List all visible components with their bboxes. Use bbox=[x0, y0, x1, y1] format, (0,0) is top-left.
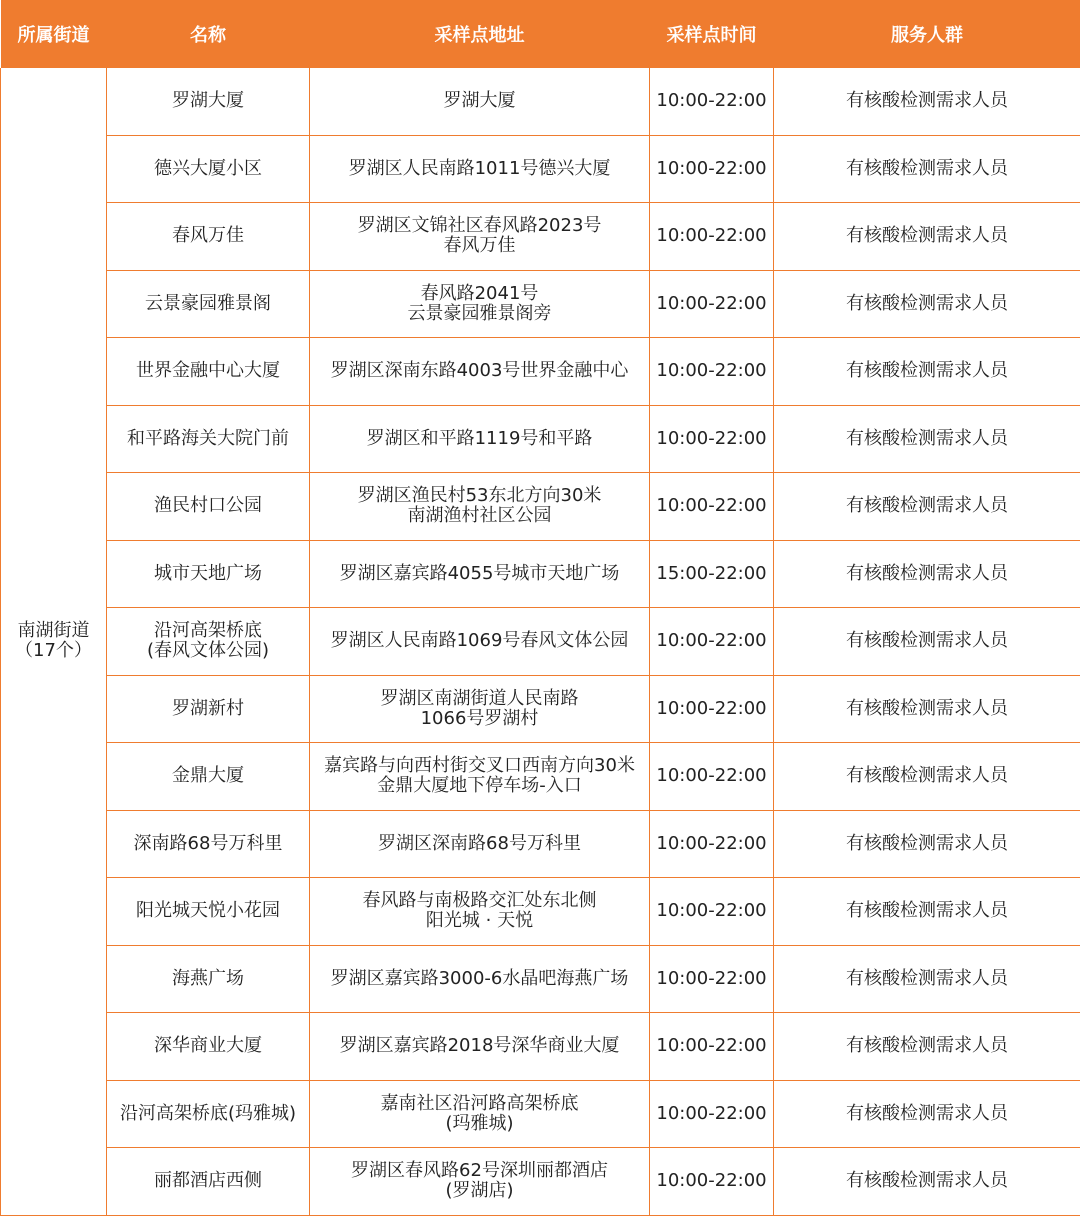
site-name-line: 春风万佳 bbox=[172, 225, 244, 247]
site-name-cell bbox=[107, 540, 310, 608]
address-cell bbox=[310, 878, 650, 946]
address-cell bbox=[310, 1080, 650, 1148]
site-name-cell bbox=[107, 743, 310, 811]
table-row bbox=[1, 473, 1080, 541]
time-cell: 10:00-22:00 bbox=[650, 810, 774, 878]
site-name-line: 海燕广场 bbox=[172, 967, 244, 989]
address-line: 罗湖区人民南路1069号春风文体公园 bbox=[330, 630, 629, 652]
time-cell: 15:00-22:00 bbox=[650, 540, 774, 608]
address-line: 春风路2041号 bbox=[420, 282, 539, 304]
time-cell: 10:00-22:00 bbox=[650, 1013, 774, 1081]
address-cell bbox=[310, 1013, 650, 1081]
site-name-cell bbox=[107, 810, 310, 878]
site-name-cell bbox=[107, 1080, 310, 1148]
site-name-cell bbox=[107, 473, 310, 541]
crowd-cell: 有核酸检测需求人员 bbox=[774, 878, 1080, 946]
address-line: 罗湖区嘉宾路2018号深华商业大厦 bbox=[339, 1035, 620, 1057]
address-line: 罗湖区人民南路1011号德兴大厦 bbox=[348, 157, 611, 179]
site-name-line: 深华商业大厦 bbox=[154, 1035, 262, 1057]
table-row bbox=[1, 270, 1080, 338]
time-cell: 10:00-22:00 bbox=[650, 675, 774, 743]
site-name-line: 沿河高架桥底 bbox=[154, 620, 262, 642]
street-label-line1: 南湖街道 bbox=[17, 620, 90, 642]
address-line: 嘉南社区沿河路高架桥底 bbox=[380, 1092, 579, 1114]
table-row bbox=[1, 1013, 1080, 1081]
address-line: 罗湖区南湖街道人民南路 bbox=[380, 687, 579, 709]
site-name-cell bbox=[107, 338, 310, 406]
address-cell bbox=[310, 68, 650, 135]
table-row bbox=[1, 135, 1080, 203]
site-name-cell bbox=[107, 608, 310, 676]
crowd-cell: 有核酸检测需求人员 bbox=[774, 608, 1080, 676]
street-cell bbox=[1, 68, 107, 1215]
site-name-line: 罗湖大厦 bbox=[172, 90, 244, 112]
time-cell: 10:00-22:00 bbox=[650, 608, 774, 676]
address-cell bbox=[310, 405, 650, 473]
address-line: 罗湖区渔民村53东北方向30米 bbox=[357, 485, 602, 507]
street-label-line2: （17个） bbox=[15, 640, 92, 662]
table-row bbox=[1, 68, 1080, 135]
address-line: 云景豪园雅景阁旁 bbox=[407, 302, 552, 324]
address-line: 罗湖区嘉宾路4055号城市天地广场 bbox=[339, 562, 620, 584]
address-cell bbox=[310, 1148, 650, 1216]
header-street: 所属街道 bbox=[1, 0, 107, 68]
site-name-line: 沿河高架桥底(玛雅城) bbox=[119, 1102, 297, 1124]
site-name-line: 罗湖新村 bbox=[172, 697, 244, 719]
address-line: 金鼎大厦地下停车场-入口 bbox=[377, 775, 582, 797]
crowd-cell: 有核酸检测需求人员 bbox=[774, 675, 1080, 743]
table-row bbox=[1, 743, 1080, 811]
table-row bbox=[1, 675, 1080, 743]
site-name-line: 世界金融中心大厦 bbox=[136, 360, 280, 382]
address-line: 罗湖区春风路62号深圳丽都酒店 bbox=[351, 1160, 608, 1182]
site-name-line: 丽都酒店西侧 bbox=[154, 1170, 262, 1192]
crowd-cell: 有核酸检测需求人员 bbox=[774, 405, 1080, 473]
site-name-line: 云景豪园雅景阁 bbox=[145, 292, 271, 314]
site-name-line: 金鼎大厦 bbox=[172, 765, 244, 787]
site-name-cell bbox=[107, 675, 310, 743]
address-line: 春风路与南极路交汇处东北侧 bbox=[362, 890, 597, 912]
crowd-cell: 有核酸检测需求人员 bbox=[774, 203, 1080, 271]
address-line: (玛雅城) bbox=[445, 1112, 514, 1134]
header-row bbox=[1, 0, 1080, 68]
table-row bbox=[1, 945, 1080, 1013]
address-line: (罗湖店) bbox=[445, 1180, 514, 1202]
site-name-line: 渔民村口公园 bbox=[154, 495, 262, 517]
site-name-cell bbox=[107, 68, 310, 135]
site-name-cell bbox=[107, 1148, 310, 1216]
time-cell: 10:00-22:00 bbox=[650, 945, 774, 1013]
table-header bbox=[1, 0, 1080, 68]
table-row bbox=[1, 1080, 1080, 1148]
crowd-cell: 有核酸检测需求人员 bbox=[774, 135, 1080, 203]
crowd-cell: 有核酸检测需求人员 bbox=[774, 810, 1080, 878]
time-cell: 10:00-22:00 bbox=[650, 743, 774, 811]
crowd-cell: 有核酸检测需求人员 bbox=[774, 945, 1080, 1013]
site-name-cell bbox=[107, 135, 310, 203]
header-name: 名称 bbox=[107, 0, 310, 68]
address-line: 罗湖区深南路68号万科里 bbox=[378, 832, 581, 854]
site-name-line: 德兴大厦小区 bbox=[154, 157, 262, 179]
site-name-cell bbox=[107, 1013, 310, 1081]
crowd-cell: 有核酸检测需求人员 bbox=[774, 1080, 1080, 1148]
address-cell bbox=[310, 203, 650, 271]
table-row bbox=[1, 203, 1080, 271]
table-row bbox=[1, 1148, 1080, 1216]
header-address: 采样点地址 bbox=[310, 0, 650, 68]
header-time: 采样点时间 bbox=[650, 0, 774, 68]
site-name-line: 城市天地广场 bbox=[154, 562, 262, 584]
site-name-cell bbox=[107, 203, 310, 271]
table-body bbox=[1, 68, 1080, 1215]
site-name-line: 阳光城天悦小花园 bbox=[136, 900, 280, 922]
table-row bbox=[1, 810, 1080, 878]
header-crowd: 服务人群 bbox=[774, 0, 1080, 68]
address-cell bbox=[310, 608, 650, 676]
crowd-cell: 有核酸检测需求人员 bbox=[774, 1013, 1080, 1081]
time-cell: 10:00-22:00 bbox=[650, 203, 774, 271]
address-cell bbox=[310, 270, 650, 338]
table-row bbox=[1, 878, 1080, 946]
crowd-cell: 有核酸检测需求人员 bbox=[774, 743, 1080, 811]
time-cell: 10:00-22:00 bbox=[650, 1080, 774, 1148]
address-line: 春风万佳 bbox=[443, 235, 516, 257]
crowd-cell: 有核酸检测需求人员 bbox=[774, 1148, 1080, 1216]
time-cell: 10:00-22:00 bbox=[650, 270, 774, 338]
address-line: 罗湖区深南东路4003号世界金融中心 bbox=[330, 360, 629, 382]
time-cell: 10:00-22:00 bbox=[650, 878, 774, 946]
address-line: 罗湖区文锦社区春风路2023号 bbox=[357, 215, 602, 237]
crowd-cell: 有核酸检测需求人员 bbox=[774, 68, 1080, 135]
table-row bbox=[1, 405, 1080, 473]
site-name-line: 和平路海关大院门前 bbox=[127, 427, 289, 449]
table-row bbox=[1, 338, 1080, 406]
table-row bbox=[1, 540, 1080, 608]
time-cell: 10:00-22:00 bbox=[650, 135, 774, 203]
time-cell: 10:00-22:00 bbox=[650, 338, 774, 406]
address-line: 罗湖区嘉宾路3000-6水晶吧海燕广场 bbox=[330, 967, 629, 989]
crowd-cell: 有核酸检测需求人员 bbox=[774, 338, 1080, 406]
time-cell: 10:00-22:00 bbox=[650, 405, 774, 473]
site-name-cell bbox=[107, 270, 310, 338]
address-line: 阳光城 · 天悦 bbox=[425, 910, 534, 932]
site-name-line: (春风文体公园) bbox=[146, 640, 270, 662]
time-cell: 10:00-22:00 bbox=[650, 473, 774, 541]
address-cell bbox=[310, 743, 650, 811]
address-cell bbox=[310, 135, 650, 203]
crowd-cell: 有核酸检测需求人员 bbox=[774, 473, 1080, 541]
address-line: 南湖渔村社区公园 bbox=[407, 505, 552, 527]
crowd-cell: 有核酸检测需求人员 bbox=[774, 540, 1080, 608]
table-row bbox=[1, 608, 1080, 676]
time-cell: 10:00-22:00 bbox=[650, 1148, 774, 1216]
site-name-line: 深南路68号万科里 bbox=[133, 832, 283, 854]
site-name-cell bbox=[107, 878, 310, 946]
site-name-cell bbox=[107, 945, 310, 1013]
time-cell: 10:00-22:00 bbox=[650, 68, 774, 135]
site-name-cell bbox=[107, 405, 310, 473]
address-line: 罗湖区和平路1119号和平路 bbox=[366, 427, 593, 449]
address-cell bbox=[310, 810, 650, 878]
crowd-cell: 有核酸检测需求人员 bbox=[774, 270, 1080, 338]
address-cell bbox=[310, 540, 650, 608]
address-line: 罗湖大厦 bbox=[443, 90, 516, 112]
address-cell bbox=[310, 675, 650, 743]
address-line: 1066号罗湖村 bbox=[420, 707, 539, 729]
address-cell bbox=[310, 473, 650, 541]
address-cell bbox=[310, 945, 650, 1013]
address-line: 嘉宾路与向西村街交叉口西南方向30米 bbox=[324, 755, 635, 777]
address-cell bbox=[310, 338, 650, 406]
